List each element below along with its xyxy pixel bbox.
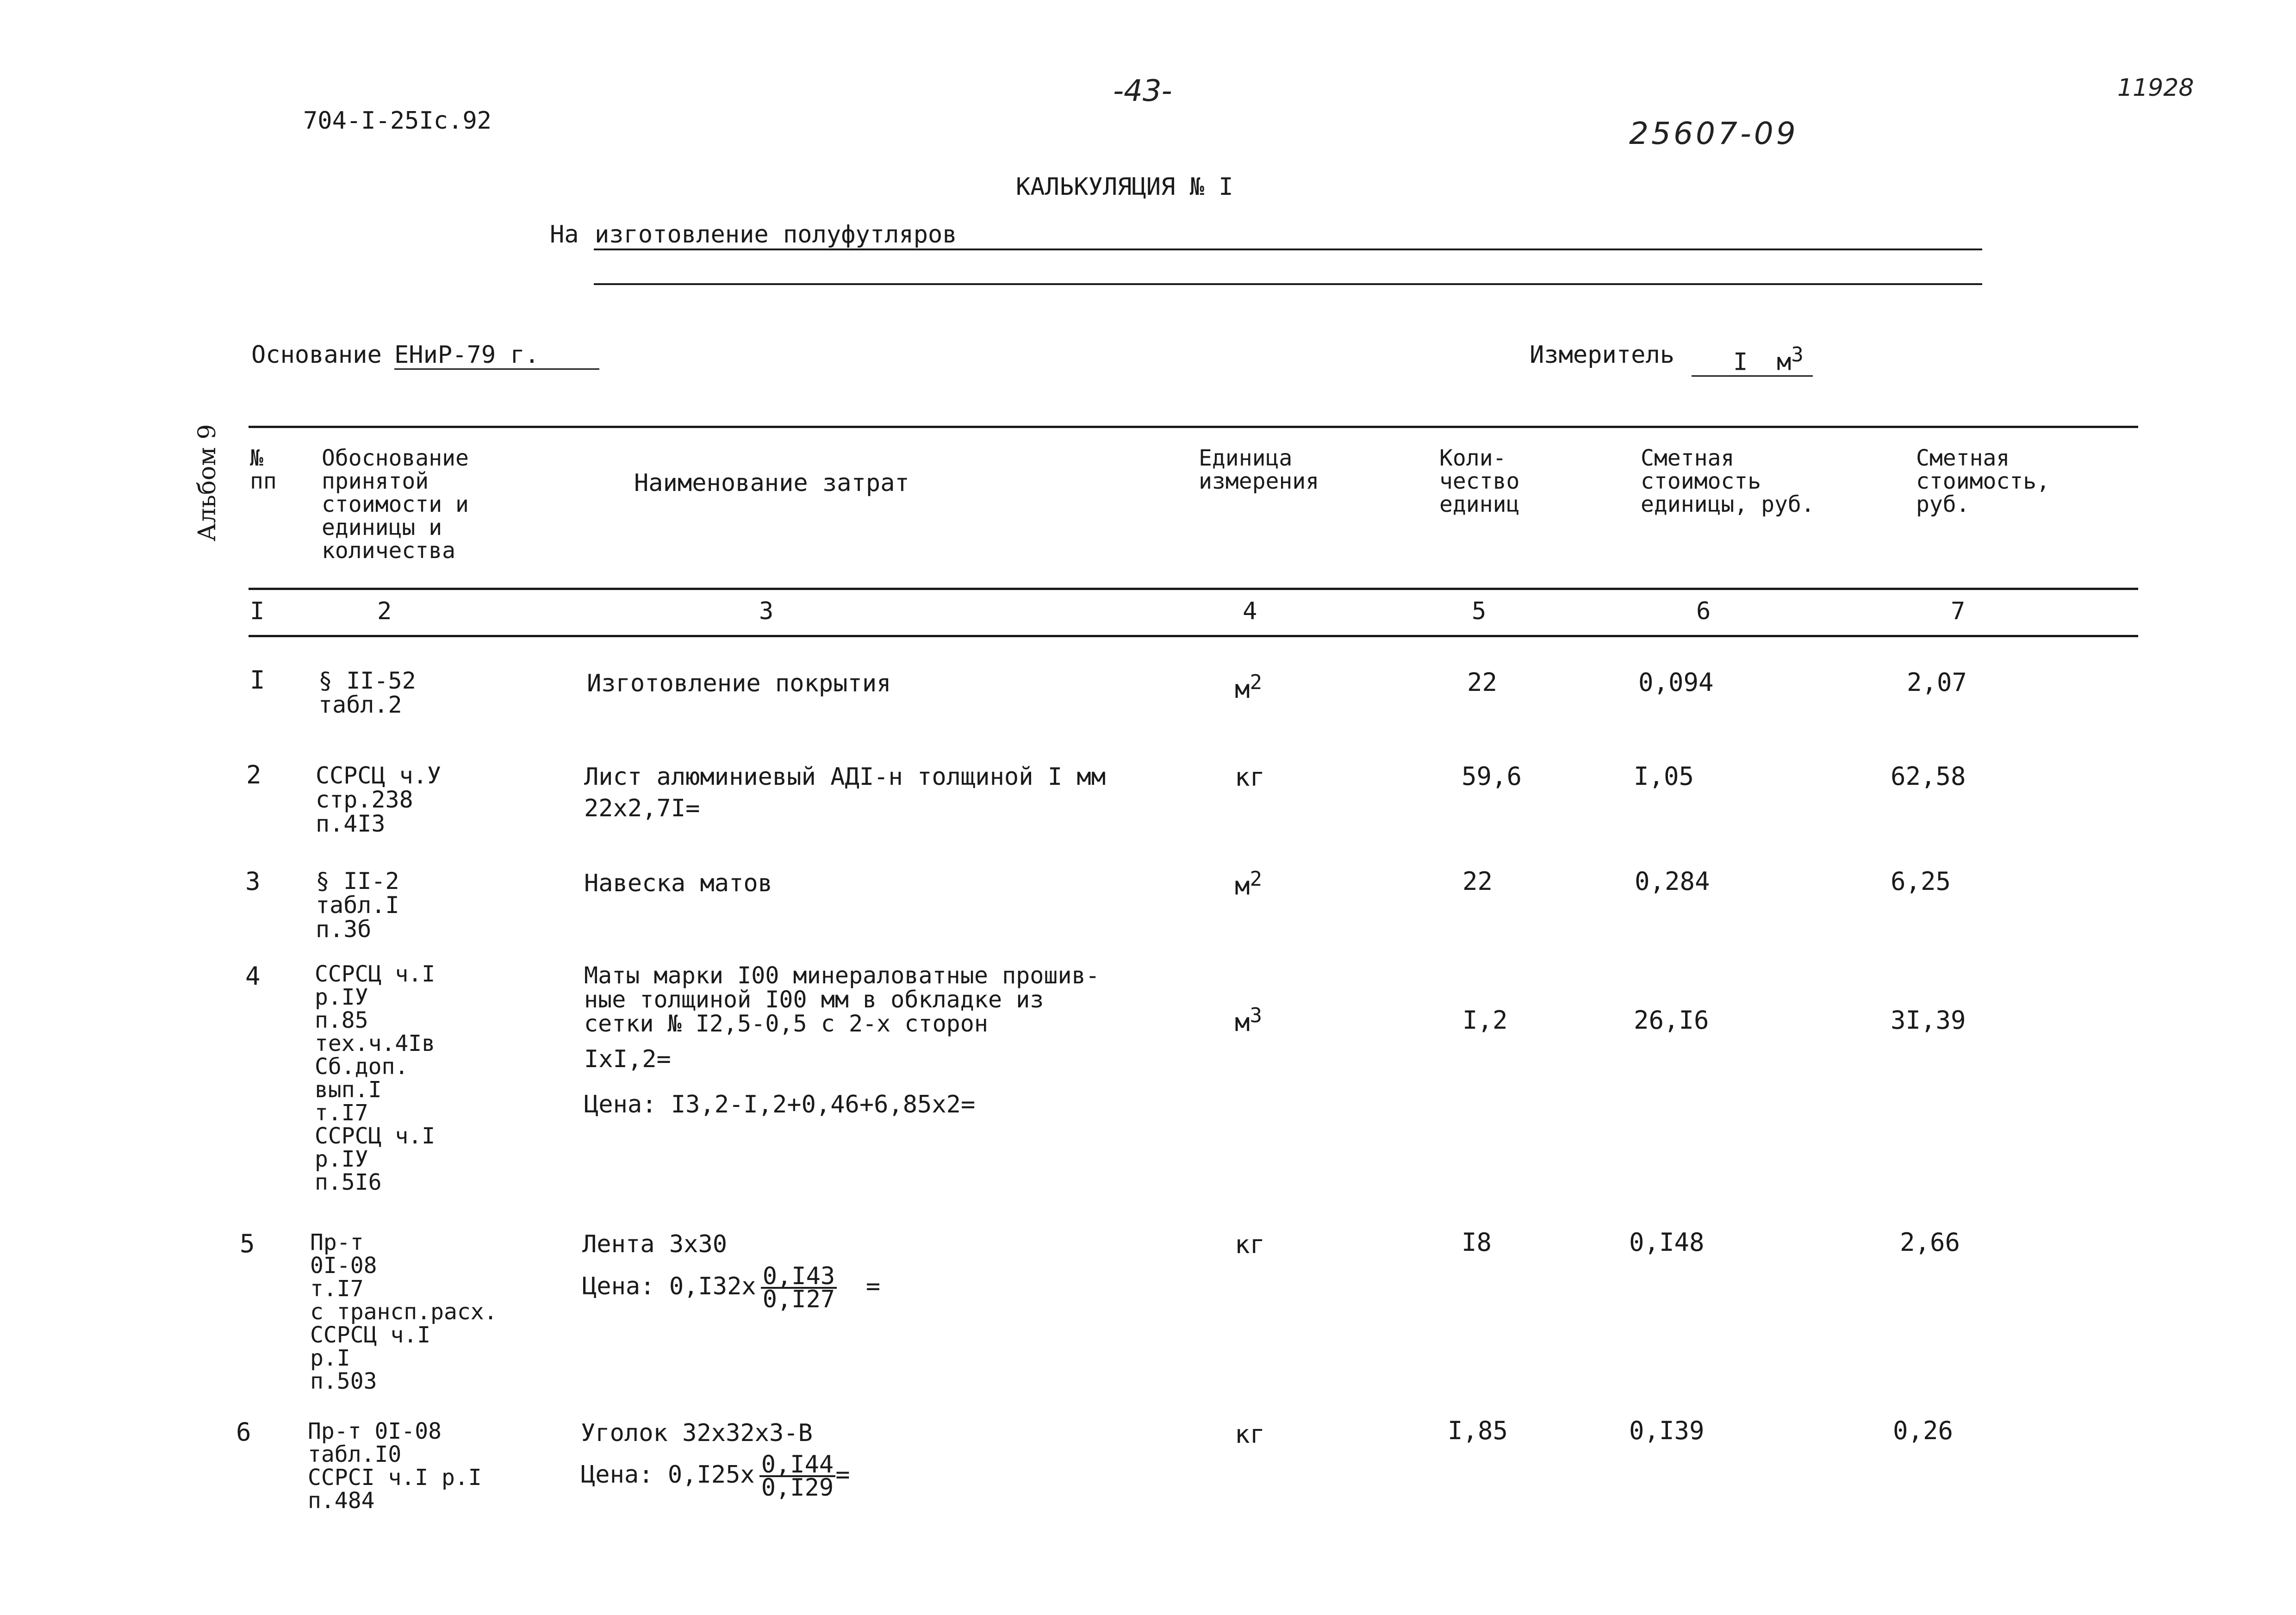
- header-qty: Коли- чество единиц: [1439, 445, 1520, 517]
- row-6-unit: кг: [1235, 1420, 1265, 1449]
- row-6-total: 0,26: [1893, 1416, 1954, 1445]
- row-5-unit-cost: 0,I48: [1629, 1228, 1705, 1257]
- row-1-name: Изготовление покрытия: [587, 670, 891, 697]
- meter-value-number: I: [1733, 348, 1748, 376]
- row-6-price-fraction: [759, 1451, 836, 1502]
- row-1-unit-cost: 0,094: [1638, 668, 1714, 697]
- column-number-7: 7: [1951, 597, 1966, 625]
- row-2-basis: ССРСЦ ч.У стр.238 п.4I3: [316, 762, 441, 837]
- row-6-price-suffix: =: [835, 1461, 850, 1489]
- meter-unit: м: [1776, 348, 1792, 376]
- purpose-prefix: На: [550, 221, 579, 248]
- row-4-name: Маты марки I00 минераловатные прошив- ные толщиной I00 мм в обкладке из сетки № I2,5-0,5 с 2-х сторон: [584, 962, 1100, 1037]
- row-1-unit: $м^2$: [1235, 671, 1263, 704]
- meter-label: Измеритель: [1530, 341, 1675, 369]
- row-6-price-prefix: Цена: 0,I25x: [581, 1461, 755, 1489]
- header-num: № пп: [250, 445, 277, 494]
- row-5-price-suffix: =: [865, 1273, 881, 1300]
- row-3-num: 3: [245, 867, 261, 896]
- row-6-price-denominator: 0,I29: [761, 1474, 834, 1502]
- header-basis: Обоснование принятой стоимости и единицы и количества: [322, 445, 469, 564]
- row-4-num: 4: [245, 962, 261, 991]
- meter-value: [1692, 332, 1813, 377]
- document-code: 704-I-25Ic.92: [303, 107, 492, 135]
- purpose-underline-2: [594, 283, 1982, 285]
- row-5-name: Лента 3x30: [582, 1230, 728, 1258]
- header-name: Наименование затрат: [634, 469, 909, 497]
- header-unit: Единица измерения: [1199, 445, 1319, 494]
- row-5-price-denominator: 0,I27: [762, 1286, 835, 1313]
- corner-number: 11928: [2117, 74, 2194, 102]
- row-4-total: 3I,39: [1891, 1006, 1966, 1035]
- row-1-qty: 22: [1467, 668, 1498, 697]
- row-3-name: Навеска матов: [584, 870, 772, 897]
- row-4-qty: I,2: [1462, 1006, 1508, 1035]
- column-number-2: 2: [377, 597, 392, 625]
- row-3-qty: 22: [1462, 867, 1493, 896]
- row-3-basis: § II-2 табл.I п.3б: [316, 868, 399, 943]
- meter-unit-power: 3: [1791, 343, 1804, 366]
- row-3-unit-cost: 0,284: [1635, 867, 1710, 896]
- row-5-price-numerator: 0,I43: [761, 1266, 837, 1289]
- row-2-name: Лист алюминиевый АДI-н толщиной I мм 22x2,7I=: [584, 763, 1106, 822]
- row-1-total: 2,07: [1907, 668, 1967, 697]
- header-unit-cost: Сметная стоимость единицы, руб.: [1641, 445, 1815, 517]
- basis-value-text: ЕНиР-79 г.: [394, 342, 599, 370]
- row-4-unit-cost: 26,I6: [1634, 1006, 1709, 1035]
- basis-value: [394, 342, 599, 370]
- page-title: КАЛЬКУЛЯЦИЯ № I: [1016, 173, 1233, 201]
- row-2-unit: кг: [1235, 763, 1265, 792]
- table-header-rule: [249, 588, 2138, 590]
- column-number-4: 4: [1243, 597, 1257, 625]
- row-5-basis: Пр-т 0I-08 т.I7 с трансп.расх. ССРСЦ ч.I р.I п.503: [310, 1230, 498, 1394]
- purpose-text: изготовление полуфутляров: [595, 221, 957, 248]
- column-number-6: 6: [1696, 597, 1711, 625]
- row-1-basis: § II-52 табл.2: [318, 667, 416, 718]
- row-4-name-extra: IxI,2= Цена: I3,2-I,2+0,46+6,85x2=: [584, 1045, 976, 1118]
- meter-value-underline: [1692, 332, 1813, 377]
- table-colnum-rule: [249, 635, 2138, 637]
- row-5-qty: I8: [1462, 1228, 1492, 1257]
- row-6-price: [581, 1451, 850, 1502]
- column-number-5: 5: [1472, 597, 1487, 625]
- purpose-underline: [594, 248, 1982, 250]
- row-2-total: 62,58: [1891, 762, 1966, 791]
- row-3-total: 6,25: [1891, 867, 1951, 896]
- row-6-name: Уголок 32x32x3-В: [581, 1419, 813, 1447]
- row-3-unit: $м^2$: [1235, 867, 1263, 901]
- row-6-basis: Пр-т 0I-08 табл.I0 ССРСI ч.I р.I п.484: [308, 1418, 482, 1514]
- document-number: 25607-09: [1629, 116, 1798, 151]
- row-5-num: 5: [240, 1229, 255, 1258]
- row-5-price-prefix: Цена: 0,I32x: [582, 1273, 756, 1300]
- row-5-price-fraction: [761, 1262, 837, 1313]
- row-2-qty: 59,6: [1462, 762, 1522, 791]
- column-number-3: 3: [759, 597, 774, 625]
- row-2-unit-cost: I,05: [1634, 762, 1694, 791]
- row-5-price: [582, 1262, 881, 1313]
- row-6-qty: I,85: [1448, 1416, 1508, 1445]
- basis-label: Основание: [251, 341, 382, 369]
- row-2-num: 2: [246, 760, 261, 789]
- row-6-price-numerator: 0,I44: [759, 1454, 836, 1477]
- row-4-basis: ССРСЦ ч.I р.IУ п.85 тех.ч.4Iв Сб.доп. вып.I т.I7 ССРСЦ ч.I р.IУ п.5I6: [315, 961, 436, 1195]
- row-4-unit: $м^3$: [1235, 1004, 1263, 1037]
- row-1-num: I: [250, 665, 265, 695]
- header-total-cost: Сметная стоимость, руб.: [1916, 445, 2050, 517]
- row-6-unit-cost: 0,I39: [1629, 1416, 1705, 1445]
- row-5-total: 2,66: [1900, 1228, 1960, 1257]
- table-top-rule: [249, 426, 2138, 428]
- page-number: -43-: [1113, 74, 1172, 108]
- column-number-1: I: [250, 597, 265, 625]
- row-5-unit: кг: [1235, 1230, 1265, 1259]
- side-album-label: Альбом 9: [193, 424, 221, 541]
- row-6-num: 6: [236, 1417, 251, 1447]
